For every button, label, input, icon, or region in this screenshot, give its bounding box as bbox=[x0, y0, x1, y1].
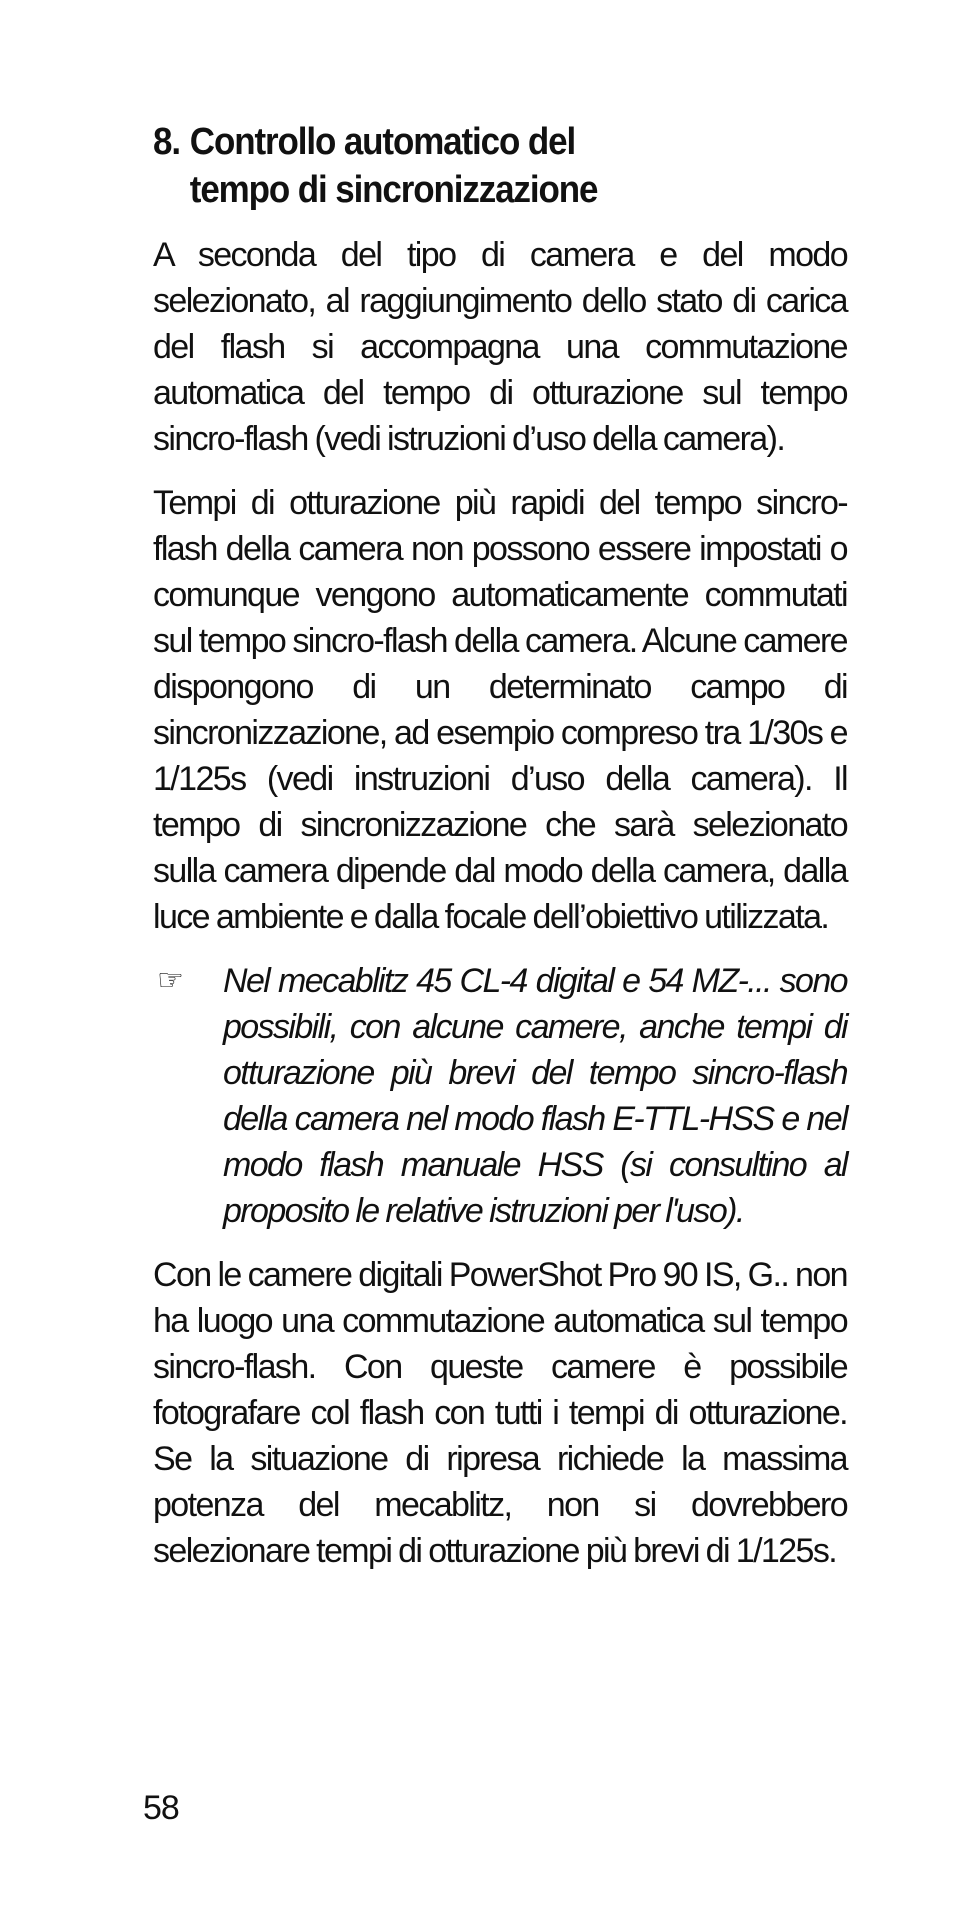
paragraph-2: Tempi di otturazione più rapidi del tempo sincro-flash della camera non possono essere impostati o comunque vengono automaticamente commutati sul tempo sincro-flash della camera. Alcune camere dispongono di un determinato campo di sincronizzazione, ad esempio compreso tra 1/30s e 1/125s (vedi instruzioni d’uso della camera). Il tempo di sincronizzazione che sarà selezionato sulla camera dipende dal modo della camera, dalla luce ambiente e dalla focale dell’obiettivo utilizzata. bbox=[153, 484, 847, 936]
page-number: 58 bbox=[143, 1789, 179, 1827]
section-title bbox=[190, 118, 847, 214]
section-number: 8. bbox=[153, 121, 180, 163]
pointing-hand-icon: ☞ bbox=[157, 964, 184, 997]
paragraph-1: A seconda del tipo di camera e del modo selezionato, al raggiungimento dello stato di carica del flash si accompagna una commutazione automatica del tempo di otturazione sul tempo sincro-flash (vedi istruzioni d’uso della camera). bbox=[153, 236, 847, 458]
section-title-line-2: tempo di sincronizzazione bbox=[189, 169, 598, 211]
section-title-line-1: Controllo automatico del bbox=[189, 121, 576, 163]
section-heading bbox=[153, 118, 847, 214]
note-block bbox=[153, 958, 847, 1234]
paragraph-3: Con le camere digitali PowerShot Pro 90 IS, G.. non ha luogo una commutazione automatica sul tempo sincro-flash. Con queste camere è possibile fotografare col flash con tutti i tempi di otturazione. Se la situazione di ripresa richiede la massima potenza del mecablitz, non si dovrebbero selezionare tempi di otturazione più brevi di 1/125s. bbox=[153, 1256, 847, 1570]
note-text: Nel mecablitz 45 CL-4 digital e 54 MZ-... sono possibili, con alcune camere, anche tempi di otturazione più brevi del tempo sincro-flash della camera nel modo flash E-TTL-HSS e nel modo flash manuale HSS (si consultino al proposito le relative istruzioni per l'uso). bbox=[223, 962, 847, 1230]
page-content bbox=[153, 118, 847, 1592]
